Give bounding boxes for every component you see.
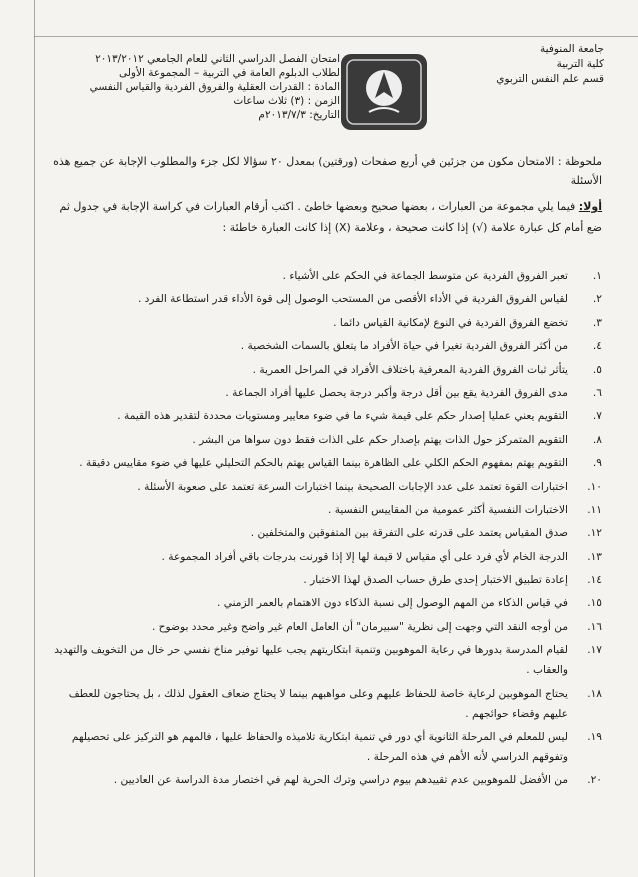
statement-text: التقويم يعني عمليا إصدار حكم على قيمة شيء ما في ضوء معايير ومستويات محددة لتقدير هذه القيمة . — [117, 410, 568, 423]
statement-number: ٢. — [592, 293, 602, 306]
statement-text: اختبارات القوة تعتمد على عدد الإجابات الصحيحة بينما اختبارات السرعة تعتمد على صعوبة الأسئلة . — [137, 480, 568, 493]
statement-number: ١٩. — [587, 731, 602, 744]
statement-item — [46, 617, 602, 637]
statement-item — [46, 500, 602, 520]
statement-item — [46, 684, 602, 724]
statement-number: ١. — [592, 270, 602, 282]
exam-students: لطلاب الدبلوم العامة في التربية – المجموعة الأولى — [118, 67, 340, 79]
statement-text: لقياس الفروق الفردية في الأداء الأقصى من المستحب الوصول إلى قوة الأداء قدر استطاعة الفرد . — [137, 293, 568, 306]
exam-header — [40, 42, 604, 142]
statement-item — [46, 593, 602, 613]
statement-text: الاختبارات النفسية أكثر عمومية من المقاييس النفسية . — [327, 503, 568, 516]
statement-number: ١٤. — [587, 574, 602, 587]
exam-subject: المادة : القدرات العقلية والفروق الفردية والقياس النفسي — [89, 81, 340, 93]
statement-number: ٣. — [592, 316, 602, 329]
statement-item — [46, 727, 602, 767]
statement-text: إعادة تطبيق الاختبار إحدى طرق حساب الصدق لهذا الاختبار . — [303, 574, 568, 587]
statement-number: ١٦. — [587, 620, 602, 633]
exam-date: التاريخ: ٢٠١٣/٧/٣م — [258, 109, 340, 121]
section-instruction: فيما يلي مجموعة من العبارات ، بعضها صحيح وبعضها خاطئ . اكتب أرقام العبارات في كراسة الإجابة في جدول ثم ضع أمام كل عبارة علامة (√) إذا كانت صحيحة ، وعلامة (X) إذا كانت العبارة خاطئة : — [59, 200, 602, 234]
margin-line — [34, 0, 35, 877]
statement-text: ليس للمعلم في المرحلة الثانوية أي دور في تنمية ابتكارية تلاميذه والحفاظ عليها ، فالمهم هو التركيز على تحصيلهم وتفوقهم الدراسي لأنه الأهم في هذه المرحلة . — [71, 731, 568, 764]
statement-text: مدى الفروق الفردية يقع بين أقل درجة وأكبر درجة يحصل عليها أفراد الجماعة . — [225, 386, 568, 399]
statement-item — [46, 477, 602, 497]
statement-number: ٥. — [592, 363, 602, 376]
statement-text: تعبر الفروق الفردية عن متوسط الجماعة في الحكم على الأشياء . — [282, 270, 568, 282]
statement-text: صدق المقياس يعتمد على قدرته على التفرقة بين المتفوقين والمتخلفين . — [250, 527, 568, 540]
statement-item — [46, 406, 602, 426]
statement-item — [46, 570, 602, 590]
department-name: قسم علم النفس التربوي — [496, 73, 604, 85]
statement-item — [46, 313, 602, 333]
exam-note: ملحوظة : الامتحان مكون من جزئين في أربع صفحات (ورقتين) بمعدل ٢٠ سؤالا لكل جزء والمطلوب الإجابة عن جميع هذه الأسئلة — [53, 155, 602, 187]
statement-number: ١١. — [587, 503, 602, 516]
statement-item — [46, 430, 602, 450]
statement-item — [46, 336, 602, 356]
statement-text: التقويم المتمركز حول الذات يهتم بإصدار حكم على الذات فقط دون سواها من البشر . — [192, 433, 568, 446]
statement-text: الدرجة الخام لأي فرد على أي مقياس لا قيمة لها إلا إذا قورنت بدرجات باقي أفراد المجموعة . — [161, 550, 568, 563]
statement-number: ١٥. — [587, 597, 602, 610]
statement-text: يحتاج الموهوبين لرعاية خاصة للحفاظ عليهم وعلى مواهبهم بينما لا يحتاج ضعاف العقول لذلك ، بل يحتاجون للعطف عليهم وقضاء حوائجهم . — [68, 687, 568, 720]
faculty-name: كلية التربية — [556, 58, 604, 70]
university-name: جامعة المنوفية — [540, 43, 604, 55]
statement-item — [46, 383, 602, 403]
statement-text: في قياس الذكاء من المهم الوصول إلى نسبة الذكاء دون الاهتمام بالعمر الزمني . — [217, 597, 568, 610]
statement-number: ١٢. — [587, 527, 602, 540]
statement-item — [46, 360, 602, 380]
statement-number: ١٣. — [587, 550, 602, 563]
statement-number: ٤. — [592, 340, 602, 353]
statement-item — [46, 640, 602, 680]
statement-item — [46, 266, 602, 286]
statement-text: يتأثر ثبات الفروق الفردية المعرفية باختلاف الأفراد في المراحل العمرية . — [252, 363, 568, 376]
exam-info-block — [70, 52, 340, 122]
statement-text: من أوجه النقد التي وجهت إلى نظرية "سبيرمان" أن العامل العام غير واضح وغير محدد بوضوح . — [151, 620, 568, 633]
statement-number: ٨. — [592, 433, 602, 446]
statement-number: ٩. — [592, 457, 602, 470]
exam-title: امتحان الفصل الدراسي الثاني للعام الجامعي ٢٠١٣/٢٠١٢ — [95, 53, 340, 65]
institution-block — [474, 42, 604, 87]
statements-list — [46, 266, 602, 794]
statement-item — [46, 770, 602, 790]
section-intro — [46, 196, 602, 238]
statement-item — [46, 289, 602, 309]
statement-item — [46, 453, 602, 473]
statement-number: ٦. — [592, 386, 602, 399]
statement-number: ١٠. — [587, 480, 602, 493]
university-logo-icon — [339, 52, 429, 132]
statement-text: من الأفضل للموهوبين عدم تقييدهم بيوم دراسي وترك الحرية لهم في اختصار مدة الدراسة عن العاديين . — [113, 774, 568, 787]
statement-item — [46, 523, 602, 543]
statement-text: لقيام المدرسة بدورها في رعاية الموهوبين وتنمية ابتكاريتهم يجب عليها توفير مناخ نفسي حر خال من التخويف والتهديد والعقاب . — [54, 644, 568, 677]
exam-time: الزمن : (٣) ثلاث ساعات — [233, 95, 340, 107]
statement-text: تخضع الفروق الفردية في النوع لإمكانية القياس دائما . — [333, 316, 568, 329]
statement-number: ٢٠. — [587, 774, 602, 787]
statement-item — [46, 547, 602, 567]
statement-text: من أكثر الفروق الفردية تغيرا في حياة الأفراد ما يتعلق بالسمات الشخصية . — [240, 340, 568, 353]
top-rule — [34, 36, 638, 37]
section-title: أولا: — [578, 200, 602, 213]
statement-text: التقويم يهتم بمفهوم الحكم الكلي على الظاهرة بينما القياس يهتم بالحكم التحليلي عليها في ضوء مقاييس دقيقة . — [79, 457, 568, 470]
statement-number: ١٧. — [587, 644, 602, 657]
statement-number: ٧. — [592, 410, 602, 423]
statement-number: ١٨. — [587, 687, 602, 700]
